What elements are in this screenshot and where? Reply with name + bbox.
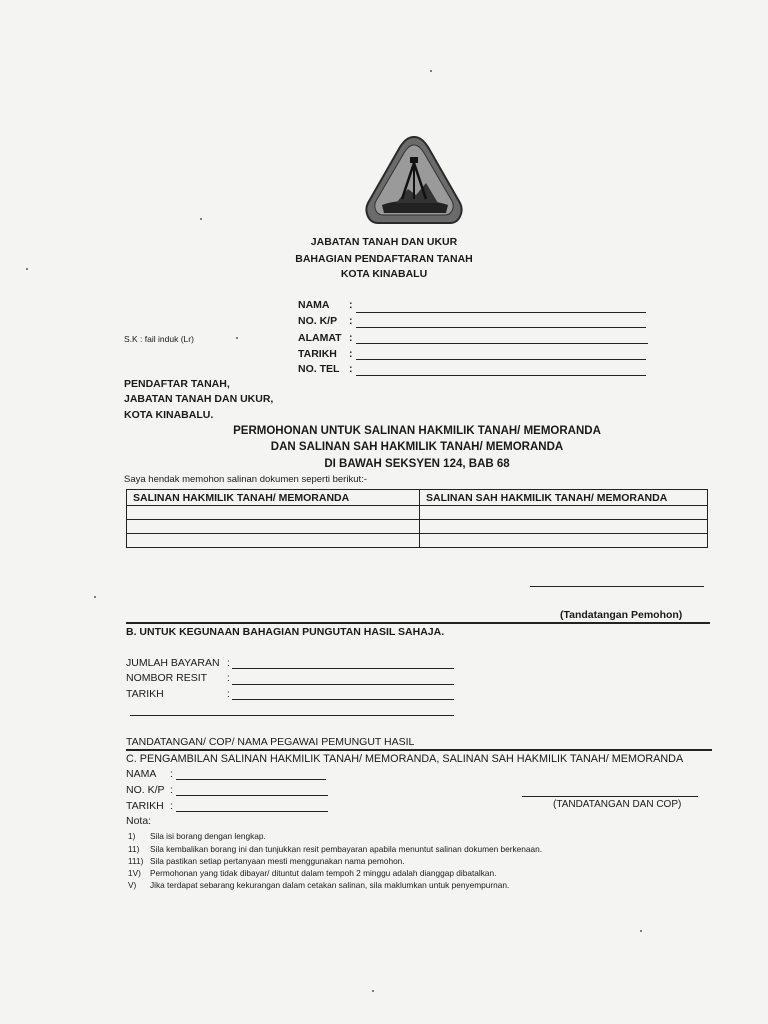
table-cell[interactable]: [127, 520, 420, 534]
table-row[interactable]: [127, 506, 708, 520]
note-number: 111): [128, 856, 144, 866]
field-label-notel: NO. TEL: [298, 363, 340, 375]
collector-signature-line[interactable]: [522, 796, 698, 797]
header-department: JABATAN TANAH DAN UKUR: [310, 236, 458, 248]
field-line-notel[interactable]: [356, 375, 646, 376]
column-header-copy: SALINAN HAKMILIK TANAH/ MEMORANDA: [127, 490, 420, 506]
note-text: Jika terdapat sebarang kekurangan dalam cetakan salinan, sila maklumkan untuk penyempurnan.: [150, 880, 510, 890]
field-sep: :: [349, 332, 353, 344]
note-text: Sila isi borang dengan lengkap.: [150, 831, 266, 841]
field-label-tarikh: TARIKH: [298, 348, 337, 360]
field-sep: :: [349, 315, 353, 327]
note-number: 1V): [128, 868, 141, 878]
section-b-title: B. UNTUK KEGUNAAN BAHAGIAN PUNGUTAN HASIL SAHAJA.: [126, 626, 445, 638]
field-line-nokp[interactable]: [356, 327, 646, 328]
title-line-2: DAN SALINAN SAH HAKMILIK TANAH/ MEMORANDA: [270, 441, 564, 453]
field-line-tarikh[interactable]: [356, 359, 646, 360]
collector-signature-label: (TANDATANGAN DAN COP): [553, 799, 682, 810]
table-cell[interactable]: [420, 534, 708, 548]
notes-heading: Nota:: [126, 815, 152, 827]
applicant-signature-line[interactable]: [530, 586, 704, 587]
field-line-jumlah-bayaran[interactable]: [232, 668, 454, 669]
file-reference: S.K : fail induk (Lr): [124, 334, 194, 344]
table-cell[interactable]: [420, 520, 708, 534]
table-row[interactable]: [127, 520, 708, 534]
note-number: 11): [128, 844, 140, 854]
field-sep: :: [227, 657, 230, 669]
applicant-signature-label: (Tandatangan Pemohon): [560, 609, 683, 621]
note-text: Sila kembalikan borang ini dan tunjukkan resit pembayaran apabila menuntut salinan dokumen berkenaan.: [150, 844, 543, 854]
scan-speck: [640, 930, 642, 932]
field-label-nokp-c: NO. K/P: [126, 784, 165, 796]
addressee-line-2: JABATAN TANAH DAN UKUR,: [124, 393, 274, 405]
field-line-tarikh-b[interactable]: [232, 699, 454, 700]
field-label-nama: NAMA: [298, 299, 330, 311]
field-line-nombor-resit[interactable]: [232, 684, 454, 685]
title-line-3: DI BAWAH SEKSYEN 124, BAB 68: [324, 458, 510, 470]
field-sep: :: [349, 299, 353, 311]
table-cell[interactable]: [127, 534, 420, 548]
documents-table: [126, 489, 708, 548]
field-label-alamat: ALAMAT: [298, 332, 342, 344]
scan-speck: [94, 596, 96, 598]
field-sep: :: [170, 800, 173, 812]
field-sep: :: [349, 363, 353, 375]
field-sep: :: [227, 672, 230, 684]
field-label-nombor-resit: NOMBOR RESIT: [126, 672, 208, 684]
table-header-row: [127, 490, 708, 506]
officer-signature-line[interactable]: [130, 715, 454, 716]
addressee-line-1: PENDAFTAR TANAH,: [124, 378, 230, 390]
scan-speck: [236, 337, 238, 339]
section-c-title: C. PENGAMBILAN SALINAN HAKMILIK TANAH/ MEMORANDA, SALINAN SAH HAKMILIK TANAH/ MEMORANDA: [126, 753, 684, 765]
table-row[interactable]: [127, 534, 708, 548]
field-line-tarikh-c[interactable]: [176, 811, 328, 812]
field-label-nokp: NO. K/P: [298, 315, 338, 327]
field-label-nama-c: NAMA: [126, 768, 157, 780]
field-line-nama-c[interactable]: [176, 779, 326, 780]
field-line-nama[interactable]: [356, 312, 646, 313]
header-city: KOTA KINABALU: [340, 268, 428, 280]
department-logo: [362, 133, 466, 227]
table-cell[interactable]: [420, 506, 708, 520]
section-divider: [126, 622, 710, 624]
title-line-1: PERMOHONAN UNTUK SALINAN HAKMILIK TANAH/ MEMORANDA: [233, 425, 601, 437]
field-label-jumlah-bayaran: JUMLAH BAYARAN: [126, 657, 220, 669]
header-division: BAHAGIAN PENDAFTARAN TANAH: [295, 253, 473, 265]
field-label-tarikh-c: TARIKH: [126, 800, 164, 812]
officer-signature-label: TANDATANGAN/ COP/ NAMA PEGAWAI PEMUNGUT HASIL: [126, 736, 415, 748]
field-sep: :: [170, 768, 173, 780]
scan-speck: [430, 70, 432, 72]
scan-speck: [26, 268, 28, 270]
field-sep: :: [170, 784, 173, 796]
field-line-nokp-c[interactable]: [176, 795, 328, 796]
addressee-line-3: KOTA KINABALU.: [124, 409, 214, 421]
note-text: Sila pastikan setiap pertanyaan mesti menggunakan nama pemohon.: [150, 856, 405, 866]
note-number: V): [128, 880, 137, 890]
scan-speck: [200, 218, 202, 220]
section-divider: [126, 749, 712, 751]
column-header-certified-copy: SALINAN SAH HAKMILIK TANAH/ MEMORANDA: [420, 490, 708, 506]
table-cell[interactable]: [127, 506, 420, 520]
scan-speck: [372, 990, 374, 992]
field-sep: :: [227, 688, 230, 700]
field-label-tarikh-b: TARIKH: [126, 688, 164, 700]
field-line-alamat[interactable]: [356, 343, 648, 344]
note-text: Permohonan yang tidak dibayar/ dituntut dalam tempoh 2 minggu adalah dianggap dibatalkan.: [150, 868, 497, 878]
field-sep: :: [349, 348, 353, 360]
note-number: 1): [128, 831, 136, 841]
intro-text: Saya hendak memohon salinan dokumen seperti berikut:-: [124, 474, 367, 485]
